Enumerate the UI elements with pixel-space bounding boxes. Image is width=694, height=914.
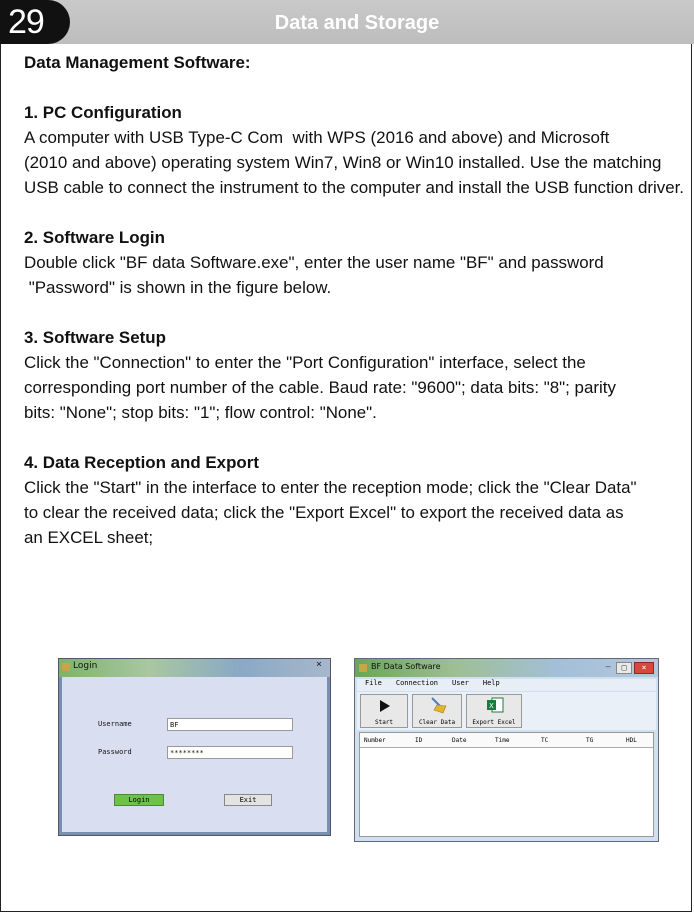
app-icon xyxy=(62,663,70,671)
bf-data-software-window-figure xyxy=(354,658,659,842)
paragraph-line: A computer with USB Type-C Com with WPS (2016 and above) and Microsoft xyxy=(24,128,610,147)
broom-icon xyxy=(428,696,448,714)
paragraph-line: Double click "BF data Software.exe", enter the user name "BF" and password xyxy=(24,253,604,272)
column-header: TC xyxy=(541,737,549,744)
login-button[interactable]: Login xyxy=(114,794,164,806)
login-window-figure xyxy=(58,658,331,836)
menu-user[interactable]: User xyxy=(452,679,469,687)
paragraph-line: (2010 and above) operating system Win7, Win8 or Win10 installed. Use the matching xyxy=(24,153,662,172)
page-header xyxy=(0,0,694,44)
export-excel-button[interactable] xyxy=(466,694,522,728)
svg-text:X: X xyxy=(489,702,494,710)
paragraph-line: an EXCEL sheet; xyxy=(24,528,154,547)
column-header: TG xyxy=(586,737,594,744)
column-header: Number xyxy=(364,737,386,744)
play-icon xyxy=(379,699,391,713)
menu-help[interactable]: Help xyxy=(482,679,500,687)
login-form xyxy=(62,677,327,832)
maximize-icon[interactable]: □ xyxy=(616,662,632,674)
username-input[interactable]: BF xyxy=(167,718,293,731)
column-header: ID xyxy=(415,737,423,744)
clear-data-label: Clear Data xyxy=(418,719,456,726)
section-heading-pc-config: 1. PC Configuration xyxy=(24,103,182,122)
paragraph-line: Click the "Start" in the interface to enter the reception mode; click the "Clear Data" xyxy=(24,478,637,497)
login-titlebar xyxy=(59,659,330,677)
column-header: Date xyxy=(452,737,467,744)
excel-icon xyxy=(486,696,504,714)
bf-titlebar xyxy=(355,659,658,677)
paragraph-line: Click the "Connection" to enter the "Port Configuration" interface, select the xyxy=(24,353,586,372)
menu-file[interactable]: File xyxy=(365,679,382,687)
menu-connection[interactable]: Connection xyxy=(395,679,439,687)
menu-bar xyxy=(357,679,656,691)
page-number-badge: 29 xyxy=(0,0,70,44)
clear-data-button[interactable] xyxy=(412,694,462,728)
start-button[interactable] xyxy=(360,694,408,728)
password-label: Password xyxy=(98,748,132,756)
column-header: Time xyxy=(495,737,510,744)
main-heading: Data Management Software: xyxy=(24,53,251,72)
paragraph-line: "Password" is shown in the figure below. xyxy=(24,278,332,297)
table-header xyxy=(360,733,653,748)
column-header: HDL xyxy=(626,737,637,744)
export-excel-label: Export Excel xyxy=(472,719,516,726)
toolbar xyxy=(357,692,656,730)
bf-window-title: BF Data Software xyxy=(371,662,441,671)
exit-button[interactable]: Exit xyxy=(224,794,272,806)
paragraph-line: USB cable to connect the instrument to the computer and install the USB function driver. xyxy=(24,178,684,197)
minimize-icon[interactable]: – xyxy=(605,662,611,671)
paragraph-line: corresponding port number of the cable. Baud rate: "9600"; data bits: "8"; parity xyxy=(24,378,616,397)
page-title: Data and Storage xyxy=(274,12,440,34)
username-label: Username xyxy=(98,720,132,728)
close-icon[interactable]: × xyxy=(315,659,322,670)
section-heading-data-reception: 4. Data Reception and Export xyxy=(24,453,259,472)
paragraph-line: bits: "None"; stop bits: "1"; flow control: "None". xyxy=(24,403,377,422)
password-input[interactable]: ******** xyxy=(167,746,293,759)
start-label: Start xyxy=(374,719,394,726)
data-table[interactable] xyxy=(359,732,654,837)
section-heading-software-login: 2. Software Login xyxy=(24,228,165,247)
close-icon[interactable]: × xyxy=(634,662,654,674)
manual-body xyxy=(24,50,687,550)
app-icon xyxy=(359,664,367,672)
login-title: Login xyxy=(73,661,98,671)
paragraph-line: to clear the received data; click the "Export Excel" to export the received data as xyxy=(24,503,624,522)
section-heading-software-setup: 3. Software Setup xyxy=(24,328,166,347)
